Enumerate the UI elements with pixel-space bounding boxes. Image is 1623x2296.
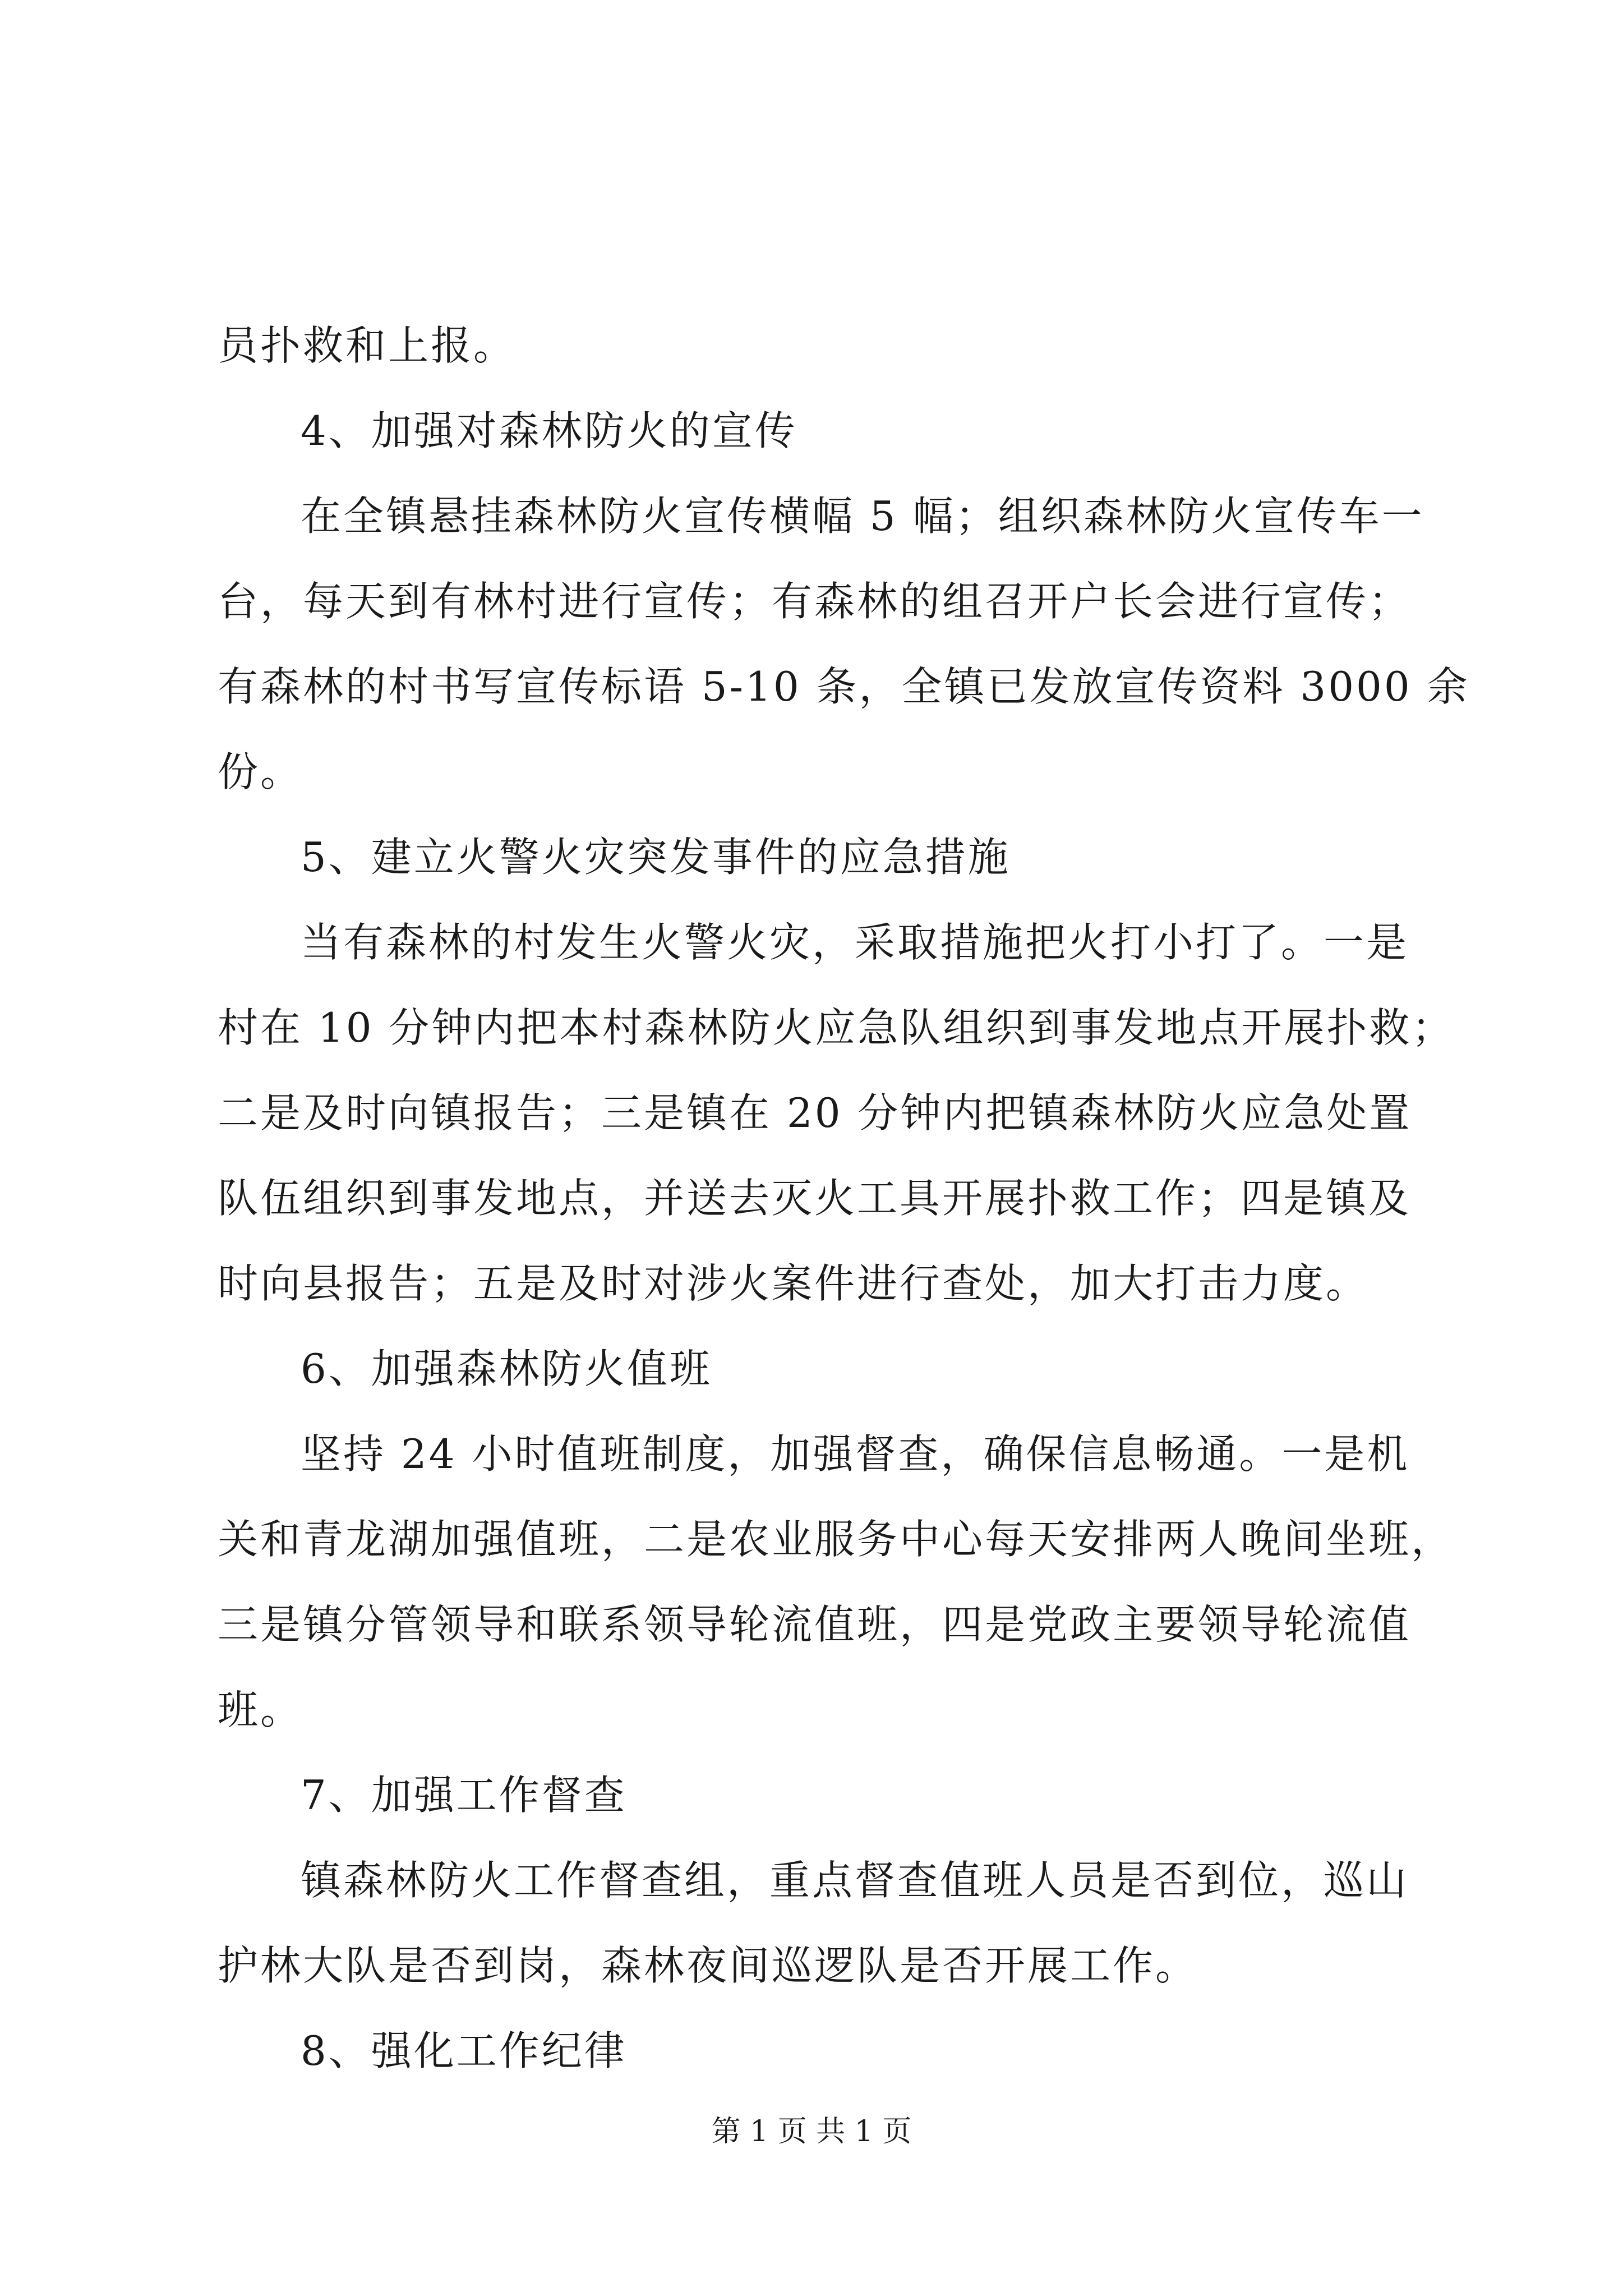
paragraph-line: 台，每天到有林村进行宣传；有森林的组召开户长会进行宣传； [218,578,1412,625]
document-body [218,303,1470,2093]
paragraph-line: 份。 [218,748,303,795]
paragraph-line: 三是镇分管领导和联系领导轮流值班，四是党政主要领导轮流值 [218,1601,1412,1648]
paragraph-line: 班。 [218,1686,303,1733]
paragraph-line: 二是及时向镇报告；三是镇在 20 分钟内把镇森林防火应急处置 [218,1089,1412,1137]
paragraph-line: 关和青龙湖加强值班，二是农业服务中心每天安排两人晚间坐班， [218,1516,1454,1563]
section-heading: 8、强化工作纪律 [301,2027,627,2074]
paragraph-line: 有森林的村书写宣传标语 5-10 条，全镇已发放宣传资料 3000 余 [218,663,1470,710]
paragraph-line: 坚持 24 小时值班制度，加强督查，确保信息畅通。一是机 [301,1430,1410,1478]
paragraph-line: 队伍组织到事发地点，并送去灭火工具开展扑救工作；四是镇及 [218,1175,1412,1222]
paragraph-line: 村在 10 分钟内把本村森林防火应急队组织到事发地点开展扑救； [218,1004,1455,1051]
paragraph-line: 时向县报告；五是及时对涉火案件进行查处，加大打击力度。 [218,1260,1369,1307]
paragraph-line: 护林大队是否到岗，森林夜间巡逻队是否开展工作。 [218,1942,1198,1989]
section-heading: 4、加强对森林防火的宣传 [301,407,797,454]
paragraph-line: 在全镇悬挂森林防火宣传横幅 5 幅；组织森林防火宣传车一 [301,493,1424,540]
paragraph-line: 当有森林的村发生火警火灾，采取措施把火打小打了。一是 [301,919,1409,966]
paragraph-line: 员扑救和上报。 [218,322,517,369]
section-heading: 5、建立火警火灾突发事件的应急措施 [301,834,1011,881]
paragraph-line: 镇森林防火工作督查组，重点督查值班人员是否到位，巡山 [301,1857,1409,1904]
page-number-footer: 第 1 页 共 1 页 [711,2115,912,2148]
section-heading: 7、加强工作督查 [301,1772,627,1819]
section-heading: 6、加强森林防火值班 [301,1345,712,1392]
